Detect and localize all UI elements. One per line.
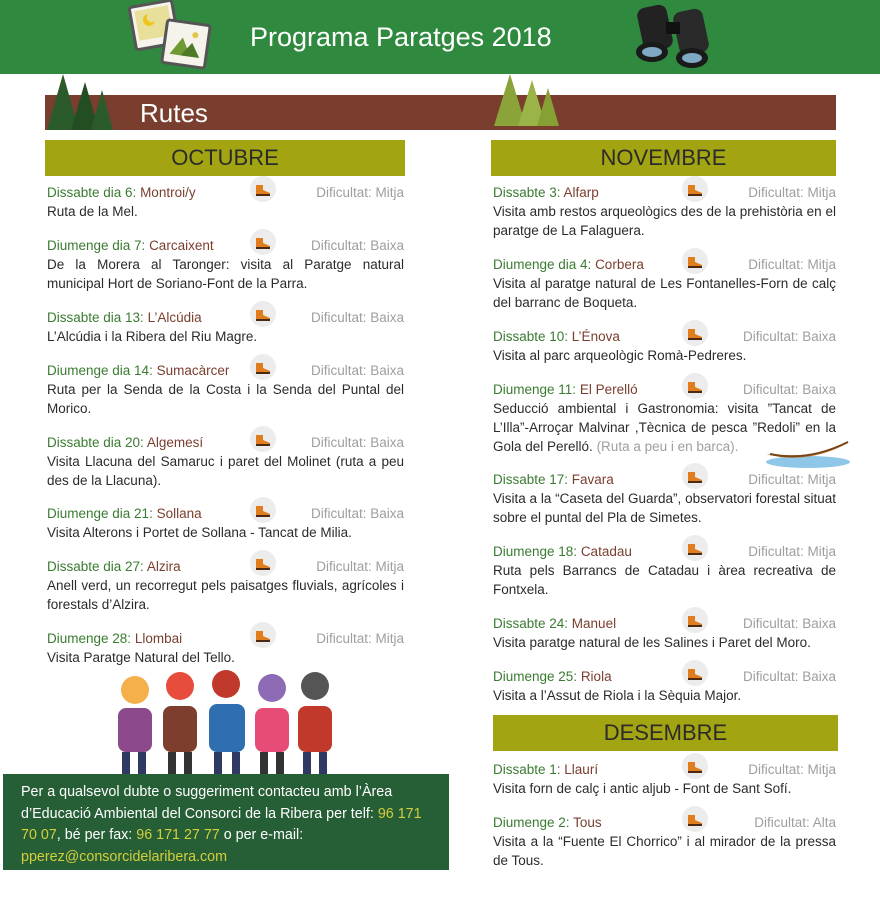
hikers-illustration (108, 668, 343, 783)
route-difficulty: Dificultat: Mitja (316, 185, 404, 200)
route-difficulty: Dificultat: Mitja (748, 257, 836, 272)
route-place: Montroi/y (140, 185, 196, 200)
month-header-desembre: DESEMBRE (493, 715, 838, 751)
route-entry (47, 504, 404, 542)
route-day: Diumenge dia 21: (47, 506, 157, 521)
route-place: Algemesí (146, 435, 204, 450)
route-place: Riola (580, 669, 612, 684)
hiking-boot-icon (682, 753, 708, 779)
route-day: Dissabte dia 20: (47, 435, 147, 450)
route-entry (47, 236, 404, 293)
route-place: Alzira (146, 559, 181, 574)
canoe-illustration (760, 432, 860, 477)
route-difficulty: Dificultat: Baixa (310, 310, 404, 325)
contact-fax: 96 171 27 77 (136, 827, 220, 843)
route-place: El Perelló (579, 382, 638, 397)
route-description: Visita a la “Fuente El Chorrico” i al mirador de la pressa de Tous. (493, 834, 836, 868)
binoculars-icon (630, 0, 720, 79)
route-place: Sumacàrcer (156, 363, 230, 378)
hiking-boot-icon (250, 426, 276, 452)
route-description: Visita amb restos arqueològics des de la prehistòria en el paratge de La Falaguera. (493, 204, 836, 238)
route-difficulty: Dificultat: Baixa (310, 506, 404, 521)
route-entry (47, 557, 404, 614)
route-description: Visita Alterons i Portet de Sollana - Tancat de Milia. (47, 525, 352, 540)
route-place: L’Alcúdia (147, 310, 202, 325)
route-day: Diumenge dia 14: (47, 363, 157, 378)
hiking-boot-icon (682, 463, 708, 489)
route-entry (493, 760, 836, 798)
route-difficulty: Dificultat: Mitja (316, 559, 404, 574)
route-difficulty: Dificultat: Baixa (310, 238, 404, 253)
route-entry (493, 327, 836, 365)
route-difficulty: Dificultat: Baixa (742, 382, 836, 397)
route-description: Visita a la “Caseta del Guarda”, observatori forestal situat sobre el puntal del Pla de Simetes. (493, 491, 836, 525)
route-place: Corbera (595, 257, 644, 272)
route-entry (493, 542, 836, 599)
hiking-boot-icon (250, 497, 276, 523)
route-difficulty: Dificultat: Mitja (748, 544, 836, 559)
route-entry (493, 183, 836, 240)
route-entry (47, 308, 404, 346)
green-trees-icon (490, 72, 560, 135)
route-day: Dissabte dia 27: (47, 559, 147, 574)
route-note: (Ruta a peu i en barca). (592, 439, 739, 454)
route-day: Diumenge dia 4: (493, 257, 596, 272)
route-description-text: Seducció ambiental i Gastronomia: visita ”Tancat de L’Illa”-Arroçar Malvinar ,Tècnica de pesca ”Redoli” en la Gola del Perelló. (493, 401, 836, 454)
route-difficulty: Dificultat: Mitja (316, 631, 404, 646)
contact-text: o per e-mail: (219, 827, 304, 843)
route-day: Diumenge dia 7: (47, 238, 150, 253)
hiking-boot-icon (250, 354, 276, 380)
route-place: Sollana (156, 506, 202, 521)
route-day: Diumenge 18: (493, 544, 581, 559)
route-day: Dissabte 3: (493, 185, 564, 200)
route-description: Visita Paratge Natural del Tello. (47, 650, 235, 665)
hiking-boot-icon (682, 373, 708, 399)
route-place: Catadau (580, 544, 632, 559)
route-place: Llombai (134, 631, 183, 646)
route-place: L’Énova (571, 329, 620, 344)
route-description: Visita forn de calç i antic aljub - Font de Sant Sofí. (493, 781, 792, 796)
hiking-boot-icon (682, 607, 708, 633)
contact-email-link[interactable]: pperez@consorcidelaribera.com (21, 848, 228, 865)
route-description: Ruta de la Mel. (47, 204, 138, 219)
route-description: L’Alcúdia i la Ribera del Riu Magre. (47, 329, 258, 344)
route-entry (493, 614, 836, 652)
route-day: Diumenge 11: (493, 382, 580, 397)
route-description: Visita Llacuna del Samaruc i paret del Molinet (ruta a peu des de la Llacuna). (47, 454, 404, 488)
route-description: Ruta pels Barrancs de Catadau i àrea recreativa de Fontxela. (493, 563, 836, 597)
route-difficulty: Dificultat: Baixa (310, 363, 404, 378)
route-entry (47, 361, 404, 418)
route-description: Visita al paratge natural de Les Fontanelles-Forn de calç del barranc de Boqueta. (493, 276, 836, 310)
route-entry (493, 667, 836, 705)
contact-phone[interactable]: 96 171 70 07 (21, 805, 422, 843)
contact-box (3, 774, 449, 870)
route-day: Dissabte 1: (493, 762, 565, 777)
section-title: Rutes (140, 98, 208, 128)
route-day: Dissabte dia 13: (47, 310, 148, 325)
hiking-boot-icon (682, 660, 708, 686)
hiking-boot-icon (250, 622, 276, 648)
route-place: Favara (571, 472, 614, 487)
route-place: Llaurí (564, 762, 599, 777)
hiking-boot-icon (682, 176, 708, 202)
route-place: Tous (573, 815, 602, 830)
route-place: Manuel (571, 616, 617, 631)
page-title: Programa Paratges 2018 (250, 22, 552, 52)
contact-text: Per a qualsevol dubte o suggeriment contacteu amb l’Àrea d’Educació Ambiental del Consorci de la Ribera per telf: (21, 784, 393, 822)
route-place: Carcaixent (149, 238, 214, 253)
route-place: Alfarp (563, 185, 599, 200)
route-day: Dissabte 17: (493, 472, 572, 487)
route-entry (493, 813, 836, 870)
route-entry (47, 183, 404, 221)
route-day: Diumenge 2: (493, 815, 574, 830)
route-difficulty: Dificultat: Mitja (748, 185, 836, 200)
hiking-boot-icon (682, 248, 708, 274)
hiking-boot-icon (250, 176, 276, 202)
route-description: Anell verd, un recorregut pels paisatges fluvials, agrícoles i forestals d’Alzira. (47, 578, 404, 612)
route-entry (493, 255, 836, 312)
route-difficulty: Dificultat: Mitja (748, 762, 836, 777)
month-header-octubre: OCTUBRE (45, 140, 405, 176)
route-description: Ruta per la Senda de la Costa i la Senda del Puntal del Morico. (47, 382, 404, 416)
photo-mountain-icon (160, 18, 212, 70)
hiking-boot-icon (682, 320, 708, 346)
route-day: Diumenge 25: (493, 669, 581, 684)
hiking-boot-icon (250, 301, 276, 327)
route-difficulty: Dificultat: Baixa (742, 329, 836, 344)
route-difficulty: Dificultat: Alta (754, 815, 836, 830)
pine-trees-icon (45, 72, 115, 137)
route-entry (493, 470, 836, 527)
route-day: Dissabte 10: (493, 329, 572, 344)
route-day: Dissabte 24: (493, 616, 572, 631)
route-difficulty: Dificultat: Baixa (310, 435, 404, 450)
route-entry (47, 433, 404, 490)
contact-text: , bé per fax: (56, 827, 137, 843)
hiking-boot-icon (250, 550, 276, 576)
route-description: De la Morera al Taronger: visita al Paratge natural municipal Hort de Soriano-Font de la Parra. (47, 257, 404, 291)
route-difficulty: Dificultat: Baixa (742, 616, 836, 631)
route-day: Diumenge 28: (47, 631, 135, 646)
route-description: Visita al parc arqueològic Romà-Pedreres. (493, 348, 747, 363)
hiking-boot-icon (682, 806, 708, 832)
route-difficulty: Dificultat: Mitja (748, 472, 836, 487)
route-description: Visita paratge natural de les Salines i Paret del Moro. (493, 635, 811, 650)
route-day: Dissabte dia 6: (47, 185, 141, 200)
route-description: Visita a l’Assut de Riola i la Sèquia Major. (493, 688, 742, 703)
hiking-boot-icon (250, 229, 276, 255)
route-entry (47, 629, 404, 667)
month-header-novembre: NOVEMBRE (491, 140, 836, 176)
route-difficulty: Dificultat: Baixa (742, 669, 836, 684)
hiking-boot-icon (682, 535, 708, 561)
